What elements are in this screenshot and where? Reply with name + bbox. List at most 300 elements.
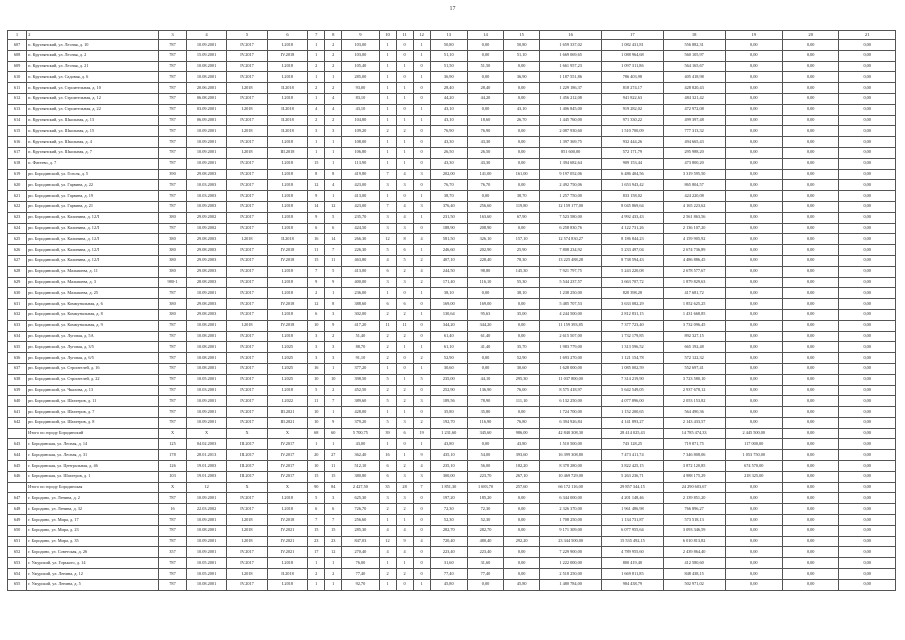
table-cell: IV.2021 (267, 536, 307, 547)
table-cell: 76,00 (342, 558, 379, 569)
table-cell: 12 (325, 547, 342, 558)
table-cell: 8 (308, 169, 325, 180)
table-cell: 0,00 (783, 569, 839, 580)
table-cell: 800 419,40 (602, 558, 664, 569)
table-cell: 613 (8, 104, 27, 115)
table-cell: 11 (325, 255, 342, 266)
table-cell: 12 (379, 536, 396, 547)
table-cell: 9 (325, 320, 342, 331)
table-cell: 1 (396, 115, 413, 126)
address-cell: г. Бородинская, ул. Центральная, д. 46 (27, 461, 159, 472)
table-cell: 4 (186, 31, 226, 40)
table-cell: 649 (8, 515, 27, 526)
table-cell: 4 (396, 212, 413, 223)
table-cell: 0,00 (783, 504, 839, 515)
table-cell: 1 238 250,00 (540, 288, 602, 299)
table-cell: X (159, 428, 187, 439)
table-cell: 3 (379, 223, 396, 234)
table-cell: 787 (159, 201, 187, 212)
table-cell: 777 313,32 (663, 126, 725, 137)
table-cell: 2 (379, 331, 396, 342)
table-cell: 1 (396, 407, 413, 418)
table-cell: 0,00 (839, 93, 896, 104)
table-cell: 26,70 (504, 115, 540, 126)
table-cell: I.2018 (267, 201, 307, 212)
table-cell: 3 (396, 471, 413, 482)
table-cell: 106,80 (342, 147, 379, 158)
table-cell: 105,40 (342, 61, 379, 72)
table-cell: 0,00 (839, 536, 896, 547)
table-cell: IV.2018 (267, 515, 307, 526)
table-cell: 326,10 (467, 234, 503, 245)
table-cell: 4 (396, 169, 413, 180)
table-row (8, 83, 896, 94)
table-cell: 42 840 308,30 (540, 428, 602, 439)
table-cell: II.2018 (267, 83, 307, 94)
table-cell: 3 (396, 417, 413, 428)
table-cell: 35,80 (467, 407, 503, 418)
table-cell: 787 (159, 93, 187, 104)
table-cell: 67,90 (504, 212, 540, 223)
table-cell: 0,00 (783, 169, 839, 180)
table-cell: 2 518 250,00 (540, 569, 602, 580)
table-cell: 0,00 (839, 40, 896, 51)
table-cell: 113,90 (342, 158, 379, 169)
table-cell: 1 (396, 147, 413, 158)
table-cell: 2 937 678,12 (663, 385, 725, 396)
table-cell: 1 (413, 245, 430, 256)
table-cell: 1 (325, 579, 342, 590)
table-cell: 9 (325, 277, 342, 288)
table-cell: 0 (396, 104, 413, 115)
table-cell: IV.2018 (267, 245, 307, 256)
table-cell: I.2018 (267, 579, 307, 590)
table-cell: 641 (8, 407, 27, 418)
table-cell: II.2018 (267, 234, 307, 245)
table-cell: 0 (413, 504, 430, 515)
table-cell: 84 (325, 482, 342, 493)
table-cell: 11 (379, 320, 396, 331)
table-cell: 2 (308, 83, 325, 94)
table-cell: I.2018 (267, 61, 307, 72)
table-cell: 2 (396, 385, 413, 396)
table-cell: 2 615 507,00 (540, 331, 602, 342)
table-cell: 12 (186, 482, 226, 493)
table-cell: 282,70 (430, 525, 467, 536)
table-cell: 2 (308, 288, 325, 299)
table-cell: 2 087 930,60 (540, 126, 602, 137)
table-cell: IV.2017 (227, 115, 267, 126)
table-cell: 15 (308, 471, 325, 482)
table-cell: 16 (379, 450, 396, 461)
table-cell: IV.2017 (227, 72, 267, 83)
table-cell: 3 (308, 353, 325, 364)
table-cell: 202,90 (467, 245, 503, 256)
table-cell: 1 693 270,00 (540, 353, 602, 364)
table-cell: 0,00 (783, 558, 839, 569)
table-cell: 617 (8, 147, 27, 158)
table-cell: IV.2017 (227, 158, 267, 169)
table-cell: 30,60 (430, 363, 467, 374)
table-cell: 0,00 (839, 234, 896, 245)
table-cell: 472 972,08 (663, 104, 725, 115)
address-cell: г. Бородино, ул. Мира, д. 17 (27, 515, 159, 526)
table-cell: 0 (413, 385, 430, 396)
table-cell: IV.2017 (227, 299, 267, 310)
table-cell: 0,00 (504, 299, 540, 310)
table-cell: 0,00 (839, 72, 896, 83)
table-cell: 38,70 (504, 191, 540, 202)
table-row (8, 374, 896, 385)
table-cell: 3 (325, 493, 342, 504)
table-cell: 72,30 (430, 504, 467, 515)
table-cell: I.2018 (227, 525, 267, 536)
table-cell: I.2018 (227, 83, 267, 94)
table-cell: 3 093 346,59 (663, 525, 725, 536)
table-cell: 10 (308, 417, 325, 428)
table-cell: 17 (602, 31, 664, 40)
table-cell: 640 (8, 396, 27, 407)
table-cell: 644 (8, 450, 27, 461)
address-cell: п. Круглянский, ул. Школьная, д. 13 (27, 115, 159, 126)
table-cell: 1 (379, 363, 396, 374)
table-cell: 1 (325, 558, 342, 569)
table-row (8, 288, 896, 299)
table-cell: 0,00 (725, 342, 782, 353)
table-cell: 0,00 (467, 191, 503, 202)
table-row (8, 536, 896, 547)
table-cell: 7 808 234,92 (540, 245, 602, 256)
table-cell: 10.08.2001 (186, 525, 226, 536)
table-cell: III.2021 (267, 417, 307, 428)
address-cell: рп. Бородинский, ул. Калинина, д. 12Л (27, 255, 159, 266)
table-cell: IV.2017 (227, 245, 267, 256)
table-cell: 984 438,79 (602, 579, 664, 590)
table-cell: 1 082 431,81 (602, 40, 664, 51)
table-cell: 28,40 (467, 83, 503, 94)
table-cell: 0,00 (783, 547, 839, 558)
table-cell: IV.2017 (267, 439, 307, 450)
table-cell: 1 (396, 137, 413, 148)
table-cell: 1 (413, 363, 430, 374)
address-cell: г. Бородинская, ул. Лесная, д. 31 (27, 450, 159, 461)
table-cell: 5 243 220,08 (602, 266, 664, 277)
table-cell: 0,00 (504, 137, 540, 148)
table-cell: 8 045 869,64 (602, 201, 664, 212)
table-cell: 0,00 (839, 547, 896, 558)
table-cell: 624 (8, 223, 27, 234)
table-cell: III.2017 (227, 471, 267, 482)
table-cell: 0,00 (839, 191, 896, 202)
table-cell: 851 600,00 (540, 147, 602, 158)
table-cell: 10.05.2001 (186, 569, 226, 580)
table-cell: 38,70 (430, 191, 467, 202)
table-cell: 423,00 (342, 201, 379, 212)
table-cell: 0,00 (839, 277, 896, 288)
register-table (7, 30, 896, 591)
table-cell: 0,00 (725, 536, 782, 547)
table-cell: 376,40 (430, 201, 467, 212)
table-cell: 0 (396, 439, 413, 450)
table-cell: 0,00 (783, 126, 839, 137)
address-cell: рп. Бородинский, ул. Гоголя, д. 5 (27, 169, 159, 180)
table-cell: 0,00 (839, 223, 896, 234)
address-cell: п. Круглянский, ул. Строительная, д. 12 (27, 93, 159, 104)
table-cell: 06.09.2001 (186, 115, 226, 126)
table-cell: 380 (159, 212, 187, 223)
table-cell: 0,00 (783, 158, 839, 169)
table-cell: 634 (8, 331, 27, 342)
table-row (8, 493, 896, 504)
address-cell: п. Круглянский, ул. Лесная, д. 21 (27, 61, 159, 72)
table-cell: 55,30 (504, 277, 540, 288)
table-cell: 932 444,26 (602, 137, 664, 148)
table-cell: 8 378 280,00 (540, 461, 602, 472)
table-cell: 0 (413, 569, 430, 580)
table-cell: 163,60 (467, 212, 503, 223)
table-cell: 7 (308, 31, 325, 40)
table-cell: III.2017 (227, 461, 267, 472)
table-cell: IV.2017 (227, 385, 267, 396)
table-cell: 6 (325, 504, 342, 515)
table-cell: 38,10 (430, 288, 467, 299)
table-cell: X (186, 428, 226, 439)
table-cell: 1 (379, 288, 396, 299)
table-cell: IV.2017 (227, 504, 267, 515)
table-cell: 108,00 (342, 137, 379, 148)
table-cell: 787 (159, 72, 187, 83)
table-cell: 0 (413, 223, 430, 234)
table-cell: 560 105,97 (663, 50, 725, 61)
table-cell: 28 (396, 482, 413, 493)
table-cell: I.2018 (227, 569, 267, 580)
table-cell: 235,10 (430, 461, 467, 472)
table-cell: 10.03.2003 (186, 191, 226, 202)
table-cell: 0,00 (839, 569, 896, 580)
table-cell: 192,70 (430, 417, 467, 428)
table-row (8, 223, 896, 234)
table-cell: 0,00 (839, 104, 896, 115)
table-cell: 11 159 393,85 (540, 320, 602, 331)
table-cell: 0,00 (839, 115, 896, 126)
table-cell: IV.2017 (227, 558, 267, 569)
address-cell: рп. Бородинский, ул. Малышевa, д. 3 (27, 277, 159, 288)
table-cell: 1 (413, 342, 430, 353)
table-cell: 1 669 811,85 (602, 569, 664, 580)
table-cell: 3 (325, 353, 342, 364)
table-cell: 10.09.2001 (186, 407, 226, 418)
table-cell: 3 (413, 201, 430, 212)
table-cell: 76,70 (467, 180, 503, 191)
table-cell: 635 (8, 342, 27, 353)
table-cell: 7 (308, 515, 325, 526)
table-cell: 0,00 (839, 201, 896, 212)
table-cell: 6 132 250,00 (540, 396, 602, 407)
table-cell: 10.09.2001 (186, 137, 226, 148)
table-cell: 15.09.2001 (186, 50, 226, 61)
table-cell: 0,00 (783, 471, 839, 482)
table-cell: 2 439 864,40 (663, 547, 725, 558)
table-cell: 28.08.2003 (186, 277, 226, 288)
table-cell: 41,40 (467, 342, 503, 353)
table-cell: 0,00 (467, 579, 503, 590)
table-cell: 111,10 (504, 396, 540, 407)
table-cell: 1 (325, 158, 342, 169)
table-cell: 23 (308, 536, 325, 547)
table-cell: 1 088 964,68 (602, 50, 664, 61)
table-cell: 0,00 (783, 396, 839, 407)
table-cell: 3 (413, 471, 430, 482)
table-cell: 0,00 (725, 83, 782, 94)
table-cell: 1 (325, 363, 342, 374)
table-cell: 28.01.2013 (186, 450, 226, 461)
table-cell: 252,90 (430, 385, 467, 396)
table-cell: 182,20 (504, 461, 540, 472)
table-cell: 0,00 (839, 385, 896, 396)
table-cell: 787 (159, 385, 187, 396)
table-cell: 0 (413, 180, 430, 191)
table-cell: 787 (159, 180, 187, 191)
table-cell: 20 (308, 450, 325, 461)
table-cell: 5 (325, 266, 342, 277)
address-cell: рп. Бородинский, ул. Шахтеров, д. 7 (27, 407, 159, 418)
table-cell: 0,00 (725, 245, 782, 256)
table-cell: IV.2017 (227, 191, 267, 202)
table-row (8, 525, 896, 536)
table-cell: 0,00 (725, 115, 782, 126)
table-cell: 161,00 (504, 169, 540, 180)
table-cell: 130,64 (430, 309, 467, 320)
table-cell: 76,90 (467, 126, 503, 137)
table-cell: 27 (325, 450, 342, 461)
table-cell: 5 (308, 493, 325, 504)
table-cell: 29.08.2003 (186, 234, 226, 245)
table-cell: 2 427,50 (342, 482, 379, 493)
table-cell: 632 (8, 309, 27, 320)
address-cell: г. Бородино, ул. Ленина, д. 2 (27, 493, 159, 504)
address-cell: рп. Бородинский, ул. Калинина, д. 12Л (27, 223, 159, 234)
table-cell: 10 (379, 31, 396, 40)
table-cell: 0,00 (783, 417, 839, 428)
table-cell: 0,00 (725, 396, 782, 407)
table-cell: 1 (413, 439, 430, 450)
table-cell: 4 (396, 547, 413, 558)
table-cell: 256,60 (467, 201, 503, 212)
table-cell: 0 (413, 93, 430, 104)
table-cell: 0,00 (725, 61, 782, 72)
table-cell: 26,50 (467, 147, 503, 158)
table-cell: 653 (8, 558, 27, 569)
table-cell: 720,40 (430, 536, 467, 547)
table-cell: II.2018 (267, 126, 307, 137)
address-cell: п. Круглянский, ул. Лесная, д. 10 (27, 40, 159, 51)
table-cell: 1 (308, 147, 325, 158)
table-cell: 820 398,28 (602, 288, 664, 299)
table-cell: 0,00 (839, 417, 896, 428)
table-cell: 29.09.2002 (186, 212, 226, 223)
table-cell: IV.2017 (227, 374, 267, 385)
table-cell: 473 800,20 (663, 158, 725, 169)
table-cell: 623 (8, 212, 27, 223)
table-cell: 0,00 (467, 72, 503, 83)
table-cell: 300,00 (430, 471, 467, 482)
address-cell: п. Круглянский, ул. Школьная, д. 15 (27, 126, 159, 137)
table-cell: 4 (413, 266, 430, 277)
table-cell: 0,00 (504, 126, 540, 137)
table-cell: 12 (308, 180, 325, 191)
table-cell: 0,00 (783, 288, 839, 299)
table-cell: 116,10 (467, 277, 503, 288)
table-cell: 0,00 (725, 201, 782, 212)
address-cell: рп. Бородинский, ул. Калинина, д. 12Л (27, 212, 159, 223)
table-cell: 787 (159, 158, 187, 169)
table-cell: 0,00 (725, 569, 782, 580)
table-cell: 787 (159, 126, 187, 137)
table-cell: 1 456 212,08 (540, 93, 602, 104)
table-cell: 0,00 (783, 201, 839, 212)
address-cell: рп. Бородинский, ул. Гарвина, д. 21 (27, 201, 159, 212)
table-cell: 1 (379, 147, 396, 158)
table-cell: 0,00 (504, 158, 540, 169)
table-cell: 4 (379, 255, 396, 266)
table-cell: 1 (379, 137, 396, 148)
table-cell: 0,00 (783, 515, 839, 526)
table-cell: 787 (159, 558, 187, 569)
table-cell: 5 (379, 245, 396, 256)
table-cell: 0,00 (839, 169, 896, 180)
table-cell: 3 872 120,85 (663, 461, 725, 472)
table-cell: 0 (413, 525, 430, 536)
table-cell: 0,00 (839, 353, 896, 364)
table-cell: 2 (396, 126, 413, 137)
table-cell: IV.2017 (227, 137, 267, 148)
table-cell: 608 (8, 50, 27, 61)
table-cell: 270,40 (342, 547, 379, 558)
table-cell: I.2018 (227, 320, 267, 331)
table-cell: 0,00 (725, 299, 782, 310)
table-cell: 719 871,75 (663, 439, 725, 450)
table-cell: 19 (725, 31, 782, 40)
table-cell: 8 (396, 234, 413, 245)
table-cell: 619 (8, 169, 27, 180)
table-cell: 0,00 (783, 579, 839, 590)
table-cell: IV.2018 (267, 299, 307, 310)
table-cell: 642 (8, 417, 27, 428)
table-cell: 556 882,31 (663, 40, 725, 51)
table-cell: 31,60 (467, 558, 503, 569)
table-cell: 1 121 154,78 (602, 353, 664, 364)
table-cell: IV.2017 (227, 50, 267, 61)
table-cell: 0,00 (783, 439, 839, 450)
table-cell: 2 (379, 569, 396, 580)
address-cell: рп. Бородинский, ул. Гарвина, д. 19 (27, 191, 159, 202)
table-cell: 7 314 219,90 (602, 374, 664, 385)
table-cell: 0 (396, 579, 413, 590)
table-cell: 68 (308, 428, 325, 439)
address-cell: г. Ужурский, ул. Ленина, д. 5 (27, 579, 159, 590)
table-cell: 10.08.2001 (186, 342, 226, 353)
table-cell: 235,70 (342, 212, 379, 223)
table-cell: 54,00 (467, 450, 503, 461)
table-row (8, 515, 896, 526)
table-cell: IV.2017 (227, 180, 267, 191)
table-cell: 0,00 (783, 482, 839, 493)
table-cell: 136,90 (467, 385, 503, 396)
table-cell: IV.2017 (227, 396, 267, 407)
table-cell: 1 152 200,65 (602, 407, 664, 418)
table-cell: 405 418,98 (663, 72, 725, 83)
table-cell: 941 822,63 (602, 93, 664, 104)
